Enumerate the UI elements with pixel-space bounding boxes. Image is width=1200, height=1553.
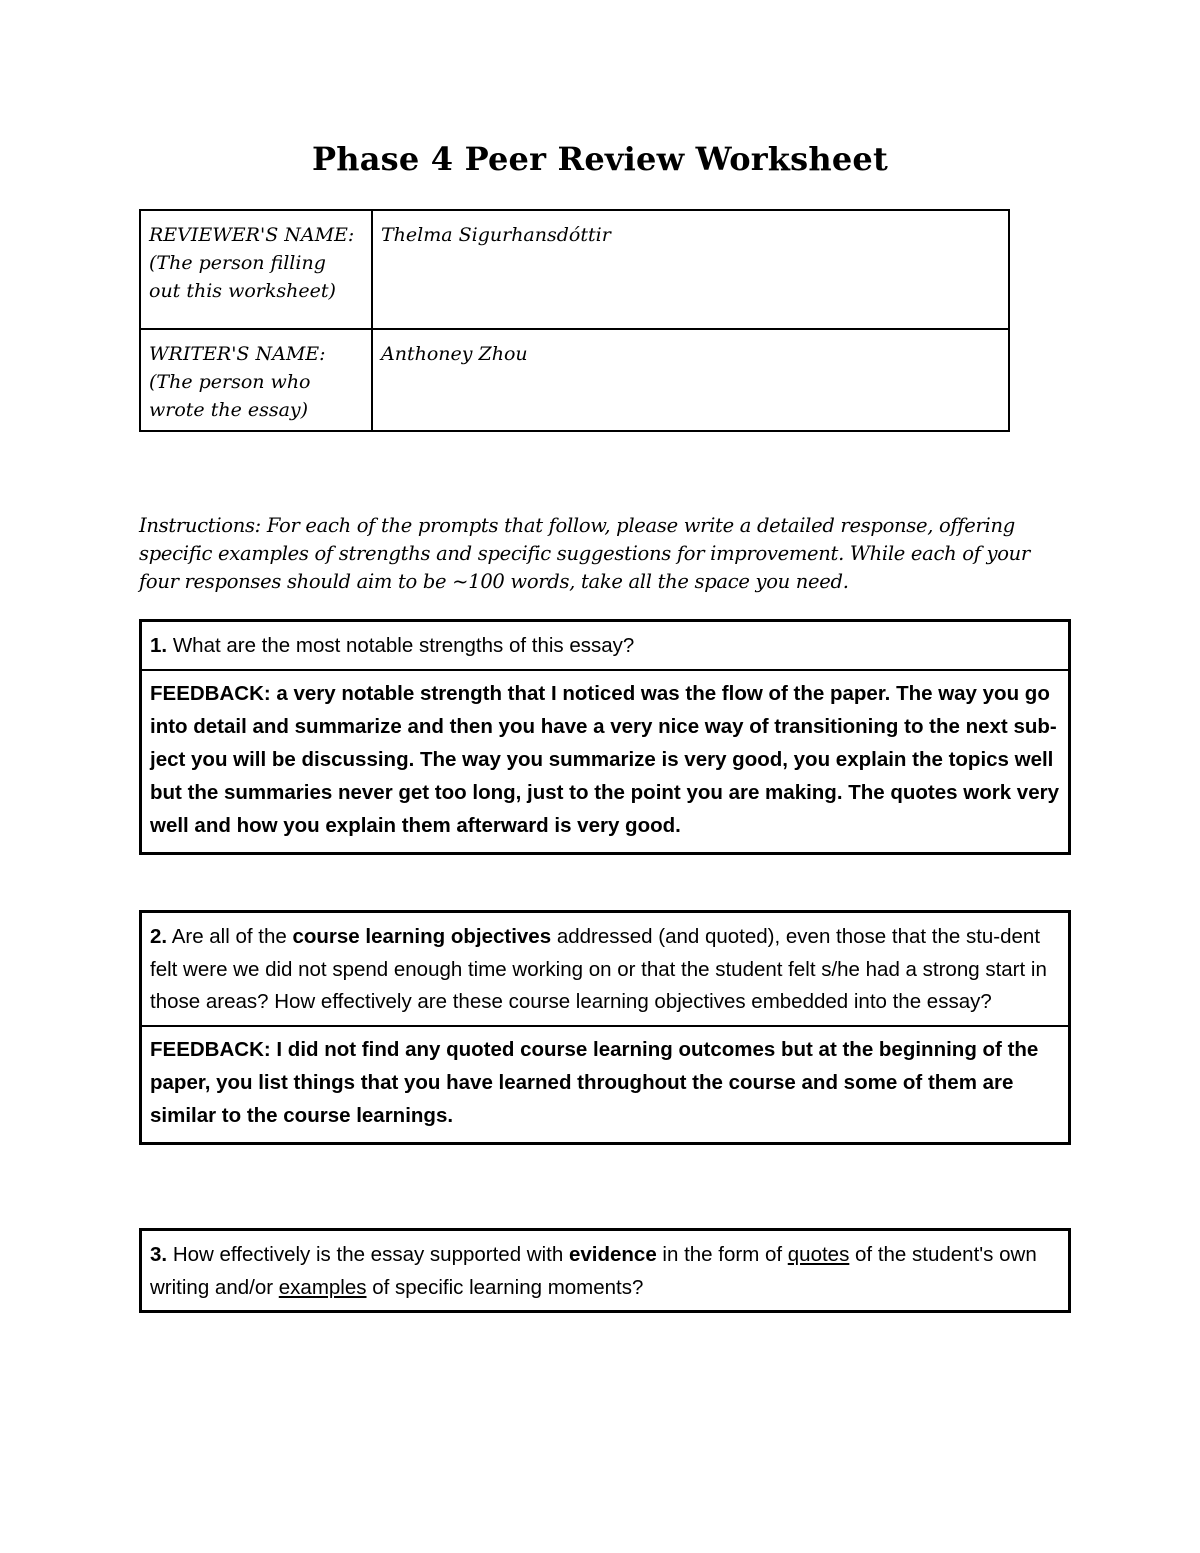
question-number: 3. — [150, 1243, 168, 1266]
evidence-emphasis: evidence — [568, 1243, 657, 1266]
question-3-prompt — [142, 1231, 1068, 1310]
question-1-prompt — [142, 622, 1068, 669]
question-text-after: of specific learning moments? — [372, 1275, 644, 1299]
writer-label-cell — [140, 329, 372, 431]
reviewer-row — [140, 210, 1009, 329]
question-2-prompt — [142, 913, 1068, 1025]
feedback-1[interactable]: FEEDBACK: a very notable strength that I noticed was the flow of the paper. The way you go into detail and summarize and then you have a very nice way of transitioning to the next sub-ject you will be discussing. The way you summarize is very good, you explain the topics well but the summaries never get too long, just to the point you are making. The quotes work very well and how you explain them afterward is very good. — [142, 669, 1068, 852]
page-title: Phase 4 Peer Review Worksheet — [312, 140, 888, 178]
writer-name-value: Anthoney Zhou — [381, 343, 528, 365]
writer-hint: (The person who wrote the essay) — [149, 371, 311, 421]
question-box-3 — [139, 1228, 1071, 1313]
course-learning-objectives-emphasis: course learning objectives — [292, 925, 552, 948]
question-text: What are the most notable strengths of this essay? — [172, 634, 635, 657]
question-text-before: How effectively is the essay supported with — [172, 1243, 564, 1266]
examples-underlined: examples — [278, 1275, 367, 1299]
question-number: 1. — [150, 634, 168, 657]
names-table — [139, 209, 1010, 432]
writer-value-cell[interactable] — [372, 329, 1009, 431]
question-text-mid: of the student's own writing and/or — [150, 1243, 1037, 1299]
reviewer-label-cell — [140, 210, 372, 329]
question-text-mid: in the form of — [662, 1243, 783, 1266]
writer-label: WRITER'S NAME: — [149, 343, 326, 365]
reviewer-value-cell[interactable] — [372, 210, 1009, 329]
feedback-2[interactable]: FEEDBACK: I did not find any quoted course learning outcomes but at the beginning of the paper, you list things that you have learned throughout the course and some of them are similar to the course learnings. — [142, 1025, 1068, 1142]
question-text-before: Are all of the — [171, 925, 287, 948]
reviewer-label: REVIEWER'S NAME: — [149, 224, 355, 246]
question-box-1 — [139, 619, 1071, 855]
writer-row — [140, 329, 1009, 431]
question-text-after: addressed (and quoted), even those that the stu-dent felt were we did not spend enough time working on or that the student felt s/he had a strong start in those areas? How effectively are these course learning objectives embedded into the essay? — [150, 925, 1047, 1013]
instructions-text: Instructions: For each of the prompts that follow, please write a detailed response, offering specific examples of strengths and specific suggestions for improvement. While each of your four responses should aim to be ~100 words, take all the space you need. — [139, 514, 1030, 593]
question-box-2 — [139, 910, 1071, 1145]
question-number: 2. — [150, 925, 168, 948]
reviewer-hint: (The person filling out this worksheet) — [149, 252, 336, 302]
reviewer-name-value: Thelma Sigurhansdóttir — [381, 224, 611, 246]
quotes-underlined: quotes — [787, 1243, 850, 1266]
